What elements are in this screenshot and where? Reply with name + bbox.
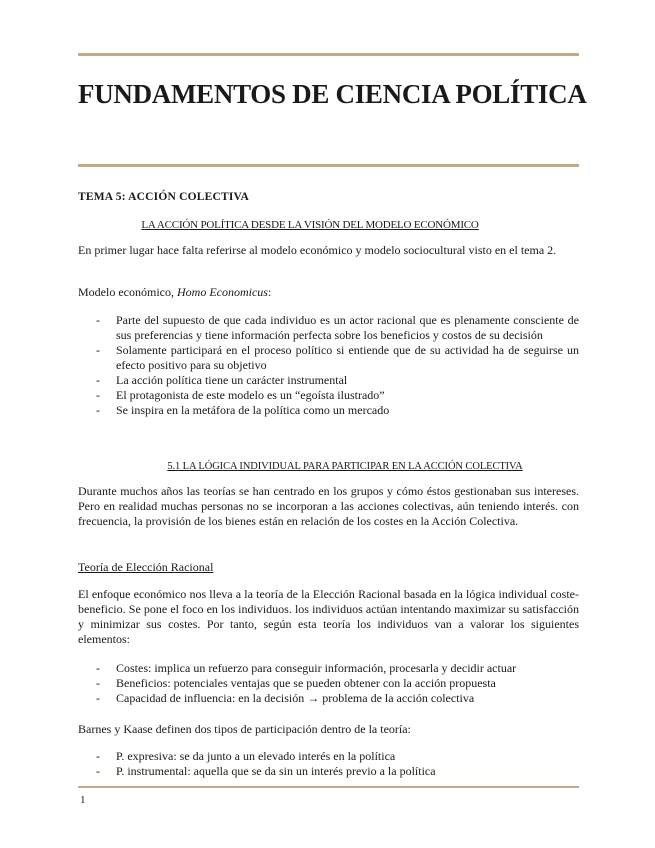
page-number: 1: [80, 794, 86, 806]
list-item: - P. instrumental: aquella que se da sin un interés previo a la política: [96, 764, 436, 778]
list-item: - Parte del supuesto de que cada individuo es un actor racional que es plenamente consciente de sus preferencias y tiene información perfecta sobre los beneficios y costos de su decisión: [96, 313, 579, 342]
model-label-text: Modelo económico,: [78, 285, 177, 299]
list-item: - Costes: implica un refuerzo para conseguir información, procesarla y decidir actuar: [96, 661, 517, 675]
participation-list: [78, 749, 579, 779]
list-item-text: P. expresiva: se da junto a un elevado interés en la política: [116, 749, 396, 763]
model-label-suffix: :: [267, 285, 272, 299]
elements-list: [78, 661, 579, 706]
list-item-text: Capacidad de influencia: en la decisión → problema de la acción colectiva: [116, 691, 475, 705]
list-item: - El protagonista de este modelo es un “egoísta ilustrado”: [96, 388, 385, 402]
section-heading: LA ACCIÓN POLÍTICA DESDE LA VISIÓN DEL MODELO ECONÓMICO: [141, 219, 479, 231]
page-title: FUNDAMENTOS DE CIENCIA POLÍTICA: [78, 79, 587, 109]
subheading: Teoría de Elección Racional: [78, 560, 214, 574]
model-list: [78, 313, 579, 418]
list-item: - Solamente participará en el proceso político si entiende que de su actividad ha de seguirse un efecto positivo para su objetivo: [96, 343, 579, 372]
list-item: - P. expresiva: se da junto a un elevado interés en la política: [96, 749, 396, 763]
model-label: [78, 285, 579, 300]
intro-paragraph: En primer lugar hace falta referirse al modelo económico y modelo sociocultural visto en el tema 2.: [78, 243, 557, 257]
list-item-text: Se inspira en la metáfora de la política como un mercado: [116, 403, 390, 417]
paragraph: Durante muchos años las teorías se han centrado en los grupos y cómo éstos gestionaban sus intereses. Pero en realidad muchas personas no se incorporan a las acciones colectivas, aún teniendo interés. con frecuencia, la provisión de los bienes están en relación de los costes en la Acción Colectiva.: [78, 484, 579, 528]
list-item-text: La acción política tiene un carácter instrumental: [116, 373, 348, 387]
list-item-text: Parte del supuesto de que cada individuo es un actor racional que es plenamente consciente de sus preferencias y tiene información perfecta sobre los beneficios y costos de su decisión: [116, 313, 579, 342]
topic-heading: TEMA 5: ACCIÓN COLECTIVA: [78, 191, 250, 203]
list-item-text: Beneficios: potenciales ventajas que se pueden obtener con la acción propuesta: [116, 676, 496, 690]
paragraph: El enfoque económico nos lleva a la teoría de la Elección Racional basada en la lógica individual coste-beneficio. Se pone el foco en los individuos. los individuos actúan intentando maximizar su satisfacción y minimizar sus costes. Por tanto, según esta teoría los individuos van a valorar los siguientes elementos:: [78, 587, 579, 646]
paragraph: Barnes y Kaase definen dos tipos de participación dentro de la teoría:: [78, 722, 411, 736]
top-rule: [78, 53, 579, 56]
list-item-text: P. instrumental: aquella que se da sin un interés previo a la política: [116, 764, 436, 778]
list-item-text: Costes: implica un refuerzo para conseguir información, procesarla y decidir actuar: [116, 661, 517, 675]
title-rule: [78, 164, 579, 167]
section-heading: 5.1 LA LÓGICA INDIVIDUAL PARA PARTICIPAR EN LA ACCIÓN COLECTIVA: [167, 461, 523, 472]
list-item: - La acción política tiene un carácter instrumental: [96, 373, 348, 387]
list-item: - Se inspira en la metáfora de la política como un mercado: [96, 403, 390, 417]
model-label-italic: Homo Economicus: [176, 285, 268, 299]
list-item: - Capacidad de influencia: en la decisión → problema de la acción colectiva: [96, 691, 475, 705]
list-item-text: Solamente participará en el proceso político si entiende que de su actividad ha de seguirse un efecto positivo para su objetivo: [116, 343, 579, 372]
footer-rule: [78, 786, 579, 788]
list-item-text: El protagonista de este modelo es un “egoísta ilustrado”: [116, 388, 385, 402]
list-item: - Beneficios: potenciales ventajas que se pueden obtener con la acción propuesta: [96, 676, 496, 690]
